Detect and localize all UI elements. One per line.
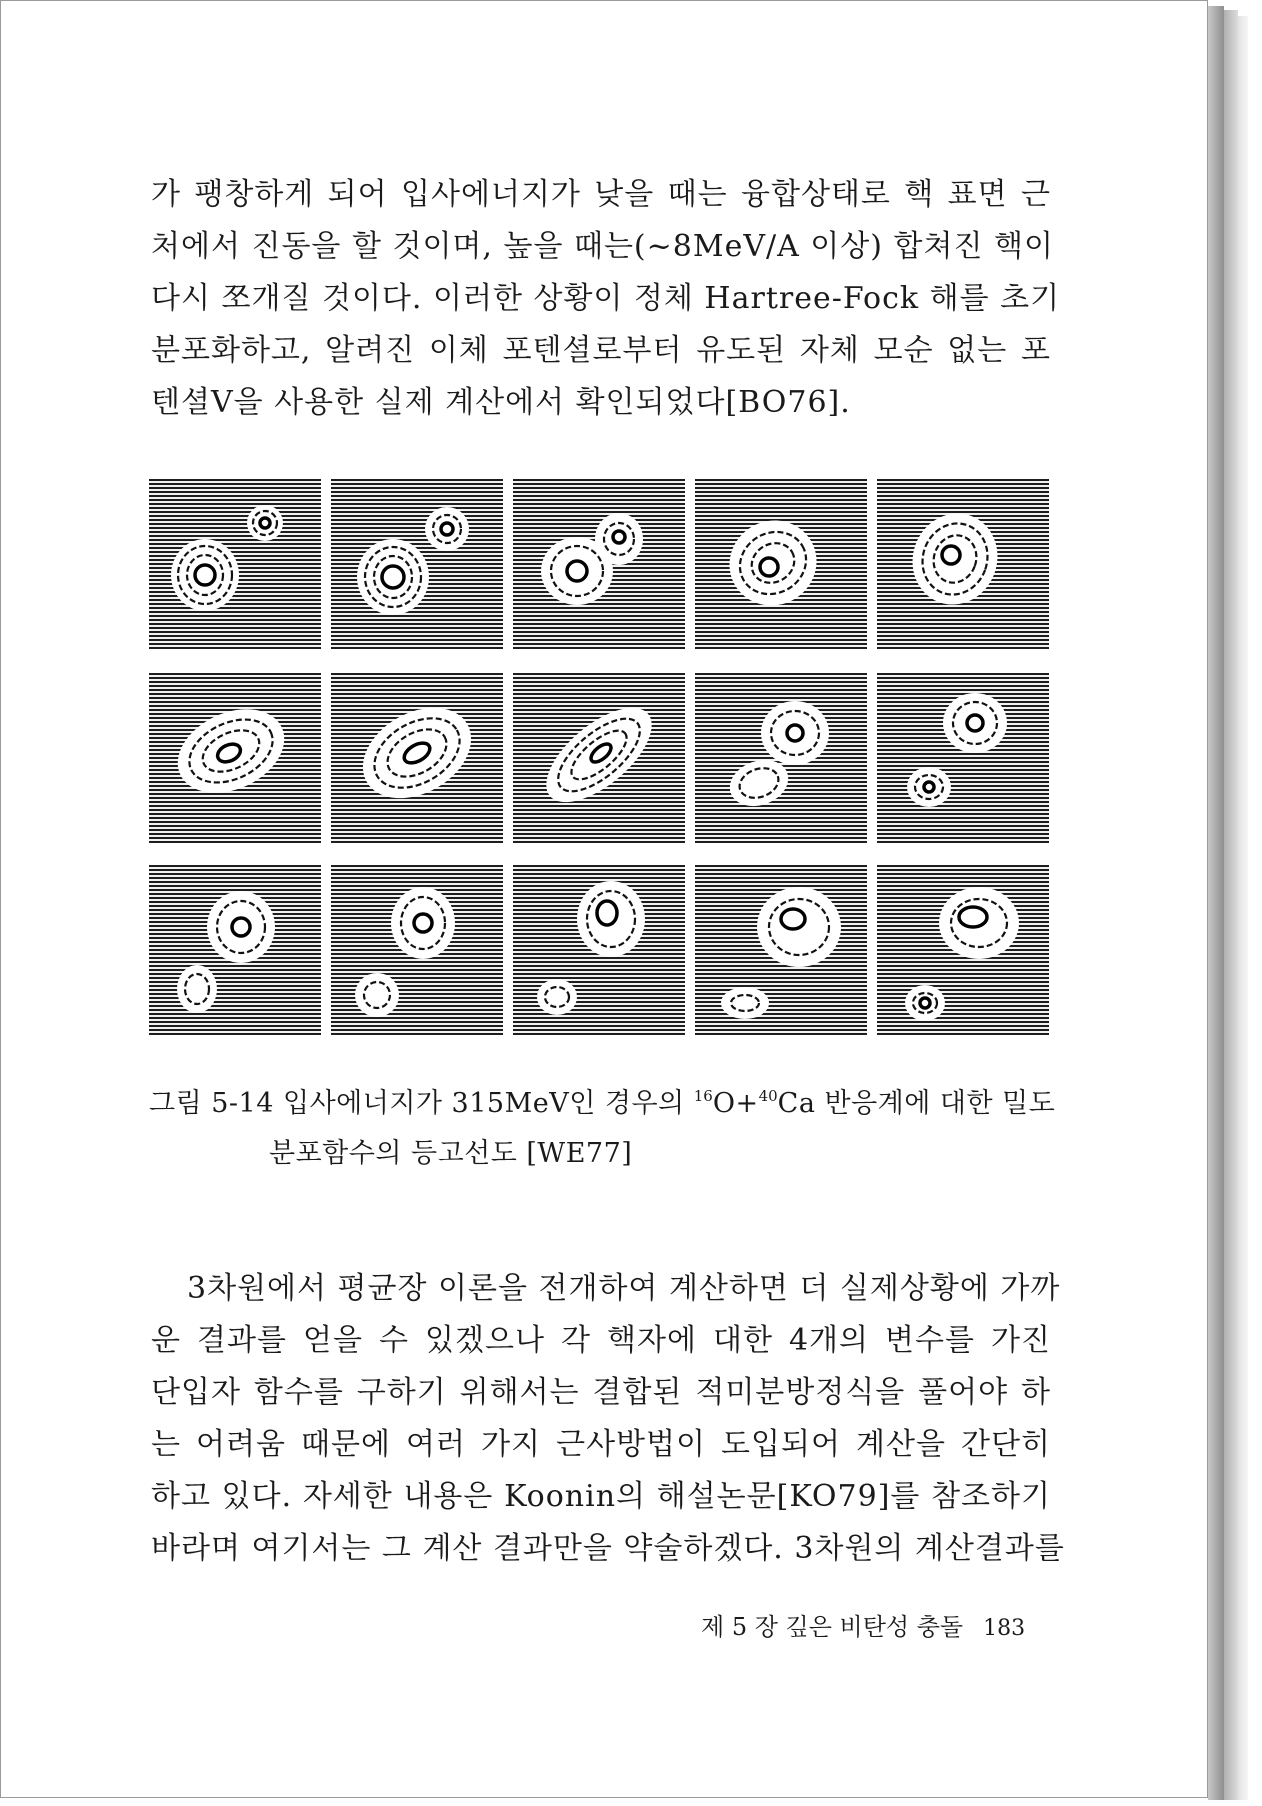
text-line: 단입자 함수를 구하기 위해서는 결합된 적미분방정식을 풀어야 하 (151, 1375, 1051, 1410)
page-stack-edge (1224, 10, 1238, 1800)
figure-caption (149, 1071, 1056, 1179)
text-line: 운 결과를 얻을 수 있겠으나 각 핵자에 대한 4개의 변수를 가진 (151, 1323, 1051, 1358)
text-line: 가 팽창하게 되어 입사에너지가 낮을 때는 융합상태로 핵 표면 근 (151, 177, 1051, 212)
contour-panel (877, 673, 1049, 843)
contour-panel (695, 673, 867, 843)
contour-panel (149, 479, 321, 649)
paragraph-2 (151, 1263, 1065, 1575)
contour-panel (331, 673, 503, 843)
contour-panel (149, 865, 321, 1035)
contour-panel (331, 865, 503, 1035)
caption-calcium: Ca 반응계에 대한 밀도 (777, 1088, 1056, 1119)
contour-panel (877, 865, 1049, 1035)
caption-line-1 (149, 1071, 1056, 1129)
contour-panel (513, 479, 685, 649)
mass-number-oxygen: 16 (693, 1087, 713, 1105)
text-line: 분포화하고, 알려진 이체 포텐셜로부터 유도된 자체 모순 없는 포 (151, 333, 1051, 368)
page-stack-edge (1238, 16, 1248, 1800)
contour-panel (695, 865, 867, 1035)
caption-line-2: 분포함수의 등고선도 [WE77] (269, 1138, 633, 1169)
text-line: 하고 있다. 자세한 내용은 Koonin의 해설논문[KO79]를 참조하기 (151, 1479, 1051, 1514)
page-number: 183 (983, 1616, 1026, 1641)
running-footer (701, 1607, 1025, 1642)
page-stack-edge (1208, 6, 1224, 1800)
text-line: 처에서 진동을 할 것이며, 높을 때는(~8MeV/A 이상) 합쳐진 핵이 (151, 229, 1054, 264)
mass-number-calcium: 40 (758, 1087, 778, 1105)
contour-panel (149, 673, 321, 843)
text-line: 다시 쪼개질 것이다. 이러한 상황이 정체 Hartree-Fock 해를 초기 (151, 281, 1061, 316)
density-contour-figure (149, 479, 1047, 1035)
contour-panel (513, 865, 685, 1035)
text-line: 3차원에서 평균장 이론을 전개하여 계산하면 더 실제상황에 가까 (187, 1271, 1061, 1306)
caption-prefix: 그림 5-14 입사에너지가 315MeV인 경우의 (149, 1088, 694, 1119)
contour-panel (695, 479, 867, 649)
text-line: 텐셜V을 사용한 실제 계산에서 확인되었다[BO76]. (151, 385, 851, 420)
paragraph-1 (151, 169, 1061, 429)
contour-panel (877, 479, 1049, 649)
chapter-title: 제 5 장 깊은 비탄성 충돌 (701, 1613, 964, 1641)
contour-panel (513, 673, 685, 843)
contour-panel (331, 479, 503, 649)
caption-oxygen: O+ (712, 1088, 759, 1119)
text-line: 는 어려움 때문에 여러 가지 근사방법이 도입되어 계산을 간단히 (151, 1427, 1051, 1462)
text-line: 바라며 여기서는 그 계산 결과만을 약술하겠다. 3차원의 계산결과를 (151, 1531, 1065, 1566)
